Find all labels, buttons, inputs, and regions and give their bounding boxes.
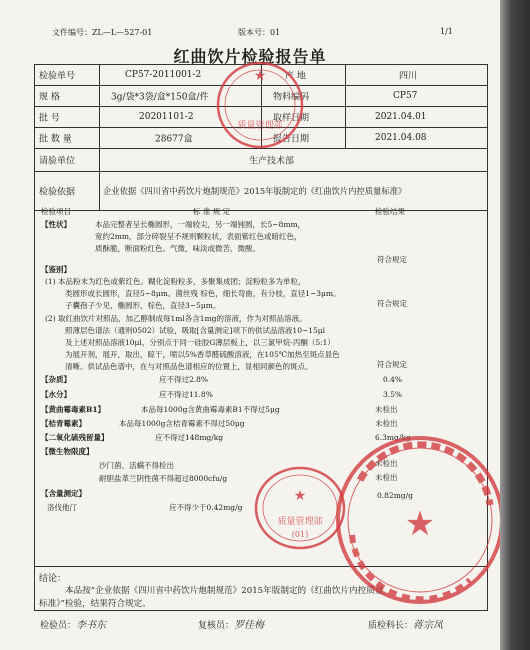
quality-stamp-small [256,468,344,548]
report-date-label: 报告日期 [273,134,310,145]
conclusion-label: 结论： [39,574,67,584]
impurity-result: 0.4% [383,375,403,384]
assay-result: 0.82mg/g [377,491,413,500]
basis-label: 检验依据 [39,187,76,198]
identification-result: 符合规定 [377,360,407,369]
company-seal [338,438,500,602]
origin-value: 四川 [399,71,418,82]
inspector-name: 李书东 [76,620,107,631]
traits-text: 质酥脆，断面粉红色。气微，味淡或微苦、微酸。 [95,244,260,253]
traits-label: 【性状】 [41,220,71,229]
stamp-small-text: 质量管理部 [277,517,323,527]
spec-label: 规 格 [39,92,60,103]
aflatoxin-standard: 本品每1000g含黄曲霉毒素B1不得过5μg [141,405,280,414]
svg-text:★: ★ [253,68,267,84]
qa-label: 质检科长： [368,621,414,631]
dept-value: 生产技术部 [249,156,295,167]
aflatoxin-result: 未检出 [375,405,398,414]
citrinin-result: 未检出 [375,419,398,428]
assay-component: 洛伐他汀 [47,503,77,512]
traits-text: 本品完整者呈长椭圆形，一端较尖，另一端钝圆，长5~8mm， [95,220,306,229]
identification-text: 子囊孢子少见，椭圆形，棕色，直径3~5μm。 [65,301,221,310]
assay-label: 【含量测定】 [41,489,86,498]
version-number: 版本号：01 [238,28,281,37]
sample-date-value: 2021.04.01 [375,112,427,122]
identification-label: 【鉴别】 [41,265,71,274]
traits-result: 符合规定 [377,255,407,264]
conclusion-text: 本品按“企业依据《四川省中药饮片炮制规范》2015年版制定的《红曲饮片内控质量 [65,586,384,596]
microbe-result: 未检出 [375,459,398,468]
identification-text: (2) 取红曲饮片对照品，加乙醇制成每1ml各含1mg的溶液，作为对照品溶液。 [45,314,307,323]
batch-value: 20201101-2 [139,112,194,122]
page-number: 1/1 [440,27,453,36]
so2-label: 【二氧化硫残留量】 [41,433,109,442]
microbe-label: 【微生物限度】 [41,447,94,456]
stamp-top-text: 质量管理部 [237,121,283,131]
test-no-label: 检验单号 [39,71,76,82]
basis-value: 企业依据《四川省中药饮片炮制规范》2015年版制定的《红曲饮片内控质量标准》 [103,186,407,196]
impurity-label: 【杂质】 [41,375,71,384]
stamp-small-number: (01) [291,530,309,539]
identification-text: 类圆形或长圆形，直径5~8μm。菌丝残 棕色，细长弯曲，有分枝，直径1~3μm。 [65,289,341,298]
citrinin-standard: 本品每1000g含桔青霉素不得过50μg [119,419,245,428]
reviewer-name: 罗佳梅 [234,620,265,631]
window-edge [500,0,530,650]
qty-value: 28677盒 [155,134,193,145]
assay-standard: 应不得少于0.42mg/g [169,503,243,512]
test-no-value: CP57-2011001-2 [125,70,202,80]
svg-text:★: ★ [293,488,307,504]
batch-label: 批 号 [39,113,60,124]
column-header-result: 检验结果 [375,207,405,216]
identification-text: 及上述对照品溶液10μl，分别点于同一硅胶G薄层板上，以三氯甲烷-丙酮（5:1） [65,338,335,347]
column-header-standard: 标 准 规 定 [193,207,231,216]
qty-label: 批 数 量 [39,134,72,145]
so2-result: 6.3mg/kg [375,433,411,442]
origin-label: 产 地 [285,71,306,82]
microbe-standard: 耐胆盐革兰阴性菌不得超过8000cfu/g [99,474,228,483]
water-result: 3.5% [383,390,403,399]
water-standard: 应不得过11.8% [159,390,213,399]
material-code-label: 物料编码 [273,92,310,103]
identification-text: 清晰。供试品色谱中，在与对照品色谱相应的位置上，显相同颜色的斑点。 [65,362,313,371]
qa-name: 蒋宗凤 [413,620,444,631]
microbe-result: 未检出 [375,473,398,482]
reviewer-label: 复核员： [198,621,235,631]
quality-stamp-top [218,63,302,147]
sample-date-label: 取样日期 [273,113,310,124]
report-date-value: 2021.04.08 [375,133,427,143]
aflatoxin-label: 【黄曲霉毒素B1】 [41,405,106,414]
traits-text: 宽约2mm，部分碎裂呈不规则颗粒状，表面紫红色或暗红色， [95,232,302,241]
svg-text:★: ★ [404,504,436,544]
column-header-item: 检验项目 [41,207,71,216]
identification-text: 为展开剂，展开，取出，晾干，喷以5%香草醛硫酸溶液，在105℃加热至斑点显色 [65,350,340,359]
water-label: 【水分】 [41,390,71,399]
so2-standard: 应不得过148mg/kg [155,433,224,442]
spec-value: 3g/袋*3袋/盒*150盒/件 [111,92,209,103]
report-title: 红曲饮片检验报告单 [173,47,327,66]
identification-text: 照薄层色谱法（通则0502）试验，吸取[含量测定]项下的供试品溶液10~15μl [65,326,326,335]
inspector-label: 检验员： [40,621,77,631]
identification-text: (1) 本品粉末为红色或紫红色。糊化淀粉粒多，多聚集成团；淀粉粒多为单粒， [45,277,306,286]
dept-label: 请验单位 [39,156,76,167]
document-number: 文件编号：ZL—L—527-01 [52,28,153,37]
identification-result: 符合规定 [377,299,407,308]
impurity-standard: 应不得过2.8% [159,375,209,384]
microbe-standard: 沙门菌、活螨不得检出 [99,461,174,470]
material-code-value: CP57 [393,91,418,101]
conclusion-text: 标准》”检验，结果符合规定。 [39,599,151,609]
citrinin-label: 【桔青霉素】 [41,419,86,428]
